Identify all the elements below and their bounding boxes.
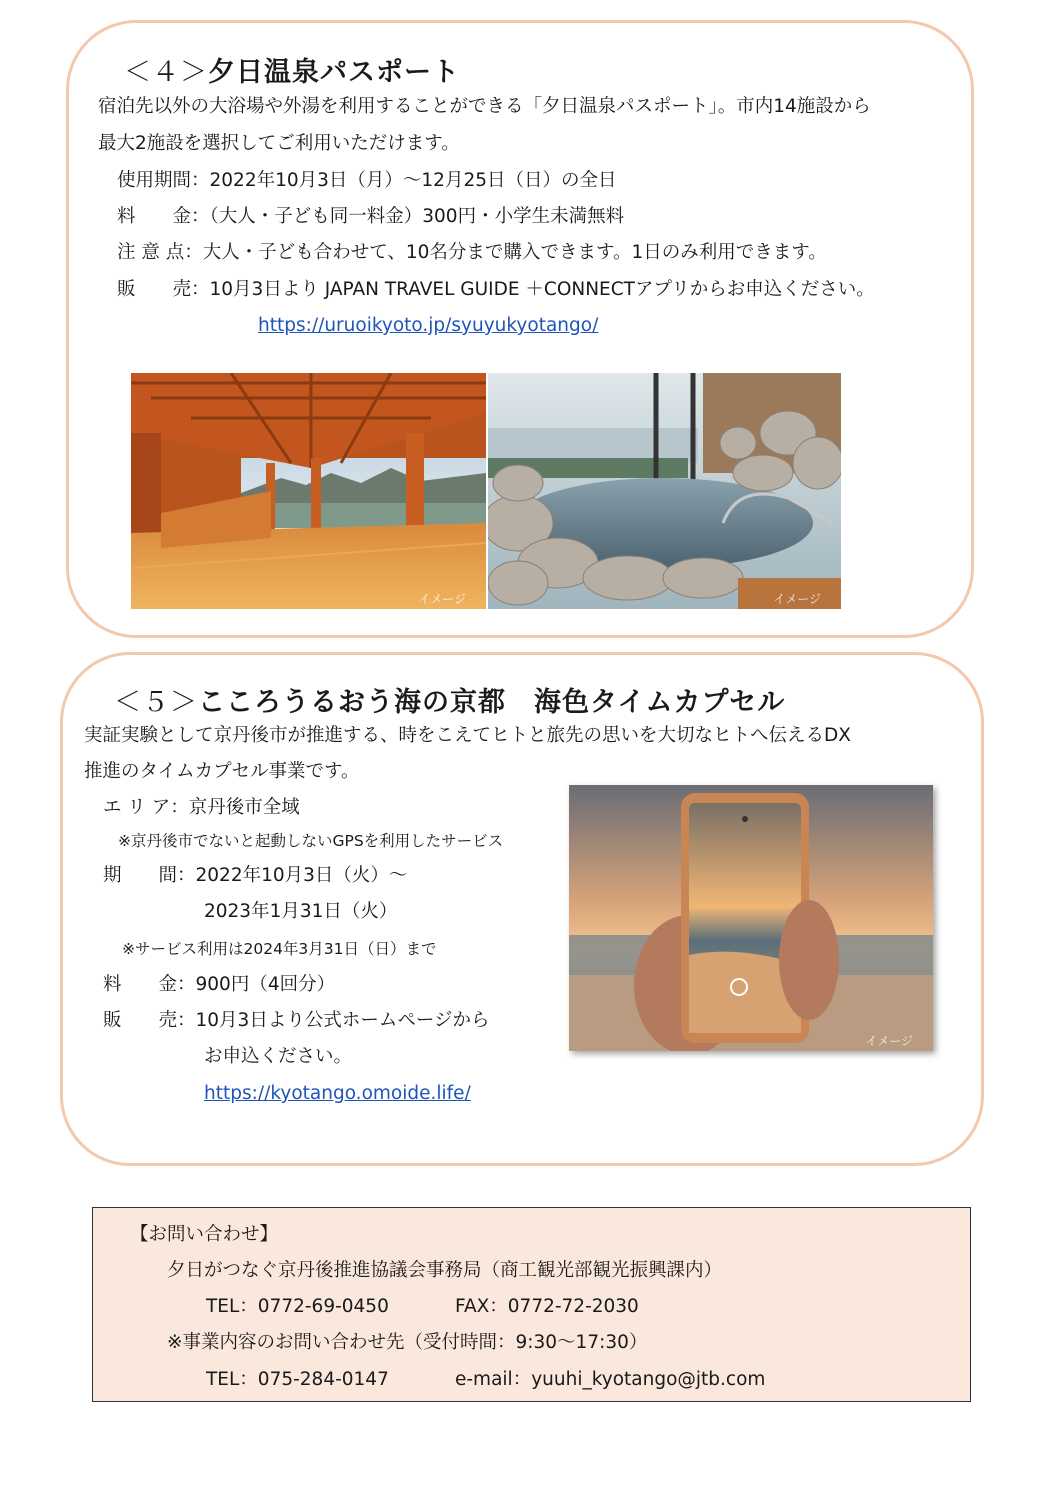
section-5-area-row <box>103 799 300 818</box>
section-4-period-row <box>117 172 617 191</box>
phone-beach-photo <box>569 785 933 1051</box>
price-label: 料 金： <box>117 206 210 227</box>
contact-note: ※事業内容のお問い合わせ先（受付時間：9:30～17:30） <box>167 1332 648 1353</box>
section-5-period-value-2: 2023年1月31日（火） <box>204 901 398 922</box>
section-5-title <box>114 680 785 719</box>
photo-3-caption: イメージ <box>865 1034 913 1048</box>
section-5-period-note: ※サービス利用は2024年3月31日（日）まで <box>122 940 437 958</box>
area-label: エ リ ア： <box>103 797 189 818</box>
price-value: 900円（4回分） <box>195 974 336 995</box>
price-value: （大人・子ども同一料金）300円・小学生未満無料 <box>209 206 625 227</box>
sale-label: 販 売： <box>103 1010 196 1031</box>
photo-2-caption: イメージ <box>773 592 821 606</box>
photo-1-caption: イメージ <box>418 592 466 606</box>
section-5-desc-line2: 推進のタイムカプセル事業です。 <box>84 761 360 782</box>
contact-fax: FAX：0772-72-2030 <box>455 1296 639 1317</box>
period-value: 2022年10月3日（月）～12月25日（日）の全日 <box>209 170 617 191</box>
section-5-desc-line1: 実証実験として京丹後市が推進する、時をこえてヒトと旅先の思いを大切なヒトへ伝えるDX <box>84 725 851 746</box>
section-4-number: ＜４＞ <box>124 57 208 88</box>
sale-value: 10月3日より JAPAN TRAVEL GUIDE ＋CONNECTアプリからお申込ください。 <box>209 279 875 300</box>
period-value-1: 2022年10月3日（火）～ <box>195 865 408 886</box>
section-4-title <box>124 50 460 89</box>
section-4-note-row <box>117 244 827 263</box>
period-label: 使用期間： <box>117 170 210 191</box>
contact-tel-2: TEL：075-284-0147 <box>206 1369 389 1390</box>
contact-tel-1: TEL：0772-69-0450 <box>206 1296 389 1317</box>
period-label: 期 間： <box>103 865 196 886</box>
section-5-number: ＜５＞ <box>114 687 198 718</box>
section-5-sale-value-2: お申込ください。 <box>204 1046 353 1067</box>
section-5-url-link[interactable]: https://kyotango.omoide.life/ <box>204 1083 471 1104</box>
section-5-sale-row <box>103 1012 489 1031</box>
section-5-period-row <box>103 867 407 886</box>
section-4-sale-row <box>117 281 875 300</box>
section-5-title-text: こころうるおう海の京都 海色タイムカプセル <box>198 687 786 718</box>
note-value: 大人・子ども合わせて、10名分まで購入できます。1日のみ利用できます。 <box>202 242 827 263</box>
sale-label: 販 売： <box>117 279 210 300</box>
section-4-desc-line2: 最大2施設を選択してご利用いただけます。 <box>98 133 460 154</box>
section-4-price-row <box>117 208 624 227</box>
section-5-price-row <box>103 976 335 995</box>
section-5-area-note: ※京丹後市でないと起動しないGPSを利用したサービス <box>118 832 504 850</box>
contact-email: e-mail：yuuhi_kyotango@jtb.com <box>455 1369 766 1390</box>
section-4-url-link[interactable]: https://uruoikyoto.jp/syuyukyotango/ <box>258 315 599 336</box>
price-label: 料 金： <box>103 974 196 995</box>
bath-hall-photo <box>131 373 486 609</box>
area-value: 京丹後市全域 <box>188 797 300 818</box>
section-4-title-text: 夕日温泉パスポート <box>208 57 460 88</box>
contact-heading: 【お問い合わせ】 <box>130 1224 279 1245</box>
sale-value-1: 10月3日より公式ホームページから <box>195 1010 490 1031</box>
note-label: 注 意 点： <box>117 242 203 263</box>
section-4-desc-line1: 宿泊先以外の大浴場や外湯を利用することができる「夕日温泉パスポート」。市内14施設から <box>98 96 871 117</box>
rock-bath-photo <box>488 373 841 609</box>
contact-org: 夕日がつなぐ京丹後推進協議会事務局（商工観光部観光振興課内） <box>167 1260 723 1281</box>
